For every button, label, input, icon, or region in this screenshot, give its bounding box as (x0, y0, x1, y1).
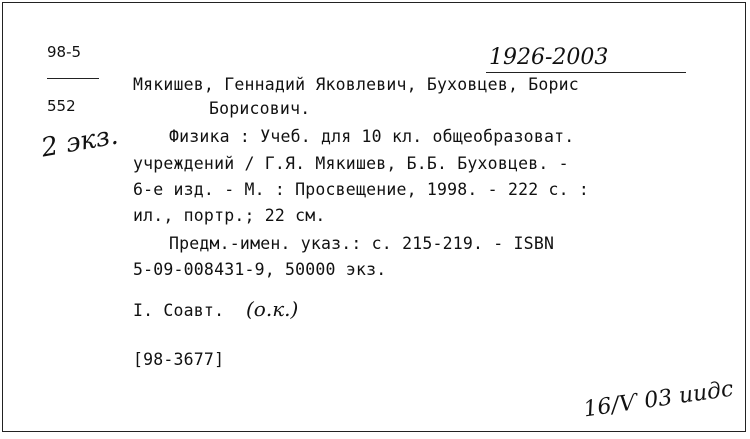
isbn-line: 5-09-008431-9, 50000 экз. (133, 260, 387, 279)
coauthor-entry: I. Соавт. (133, 301, 225, 320)
record-number: [98-3677] (133, 350, 225, 369)
catalog-card (2, 2, 746, 432)
title-line-1: Физика : Учеб. для 10 кл. общеобразоват. (169, 127, 575, 146)
classification-divider (47, 78, 99, 79)
years-underline (486, 72, 686, 73)
handwritten-coauthor-note: (о.к.) (246, 297, 299, 321)
index-note-line-1: Предм.-имен. указ.: с. 215-219. - ISBN (169, 234, 555, 253)
title-line-2: учреждений / Г.Я. Мякишев, Б.Б. Буховцев. - (133, 154, 569, 173)
edition-line: 6-е изд. - М. : Просвещение, 1998. - 222 с. : (133, 180, 590, 199)
handwritten-copies-note: 2 экз. (38, 120, 121, 164)
handwritten-years: 1926-2003 (489, 45, 609, 70)
physical-description: ил., портр.; 22 см. (133, 206, 326, 225)
author-line-2: Борисович. (209, 99, 311, 118)
classification-bottom: 552 (47, 97, 76, 115)
classification-top: 98-5 (47, 43, 82, 61)
author-line-1: Мякишев, Геннадий Яковлевич, Буховцев, Борис (133, 75, 579, 94)
handwritten-bottom-note: 16/Ѵ 03 иидс (581, 376, 735, 423)
